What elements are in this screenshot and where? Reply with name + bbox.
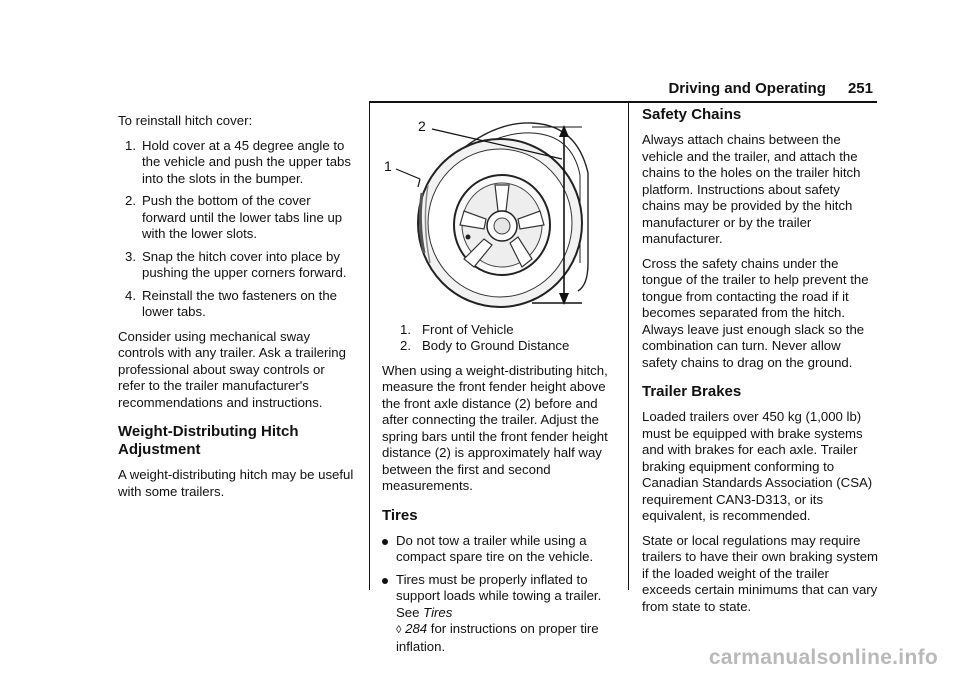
- step-text: Snap the hitch cover into place by pushing the upper corners forward.: [142, 248, 347, 280]
- trailer-brakes-heading: Trailer Brakes: [642, 383, 742, 400]
- step-item: [118, 288, 354, 321]
- column-middle: [382, 113, 618, 663]
- watermark: carmanualsonline.info: [708, 646, 938, 669]
- step-number: 4.: [125, 287, 136, 303]
- section-title: Driving and Operating: [668, 80, 826, 97]
- page-reference-icon: ◊: [396, 624, 402, 636]
- caption-text: Body to Ground Distance: [422, 338, 570, 353]
- bullet-text: Do not tow a trailer while using a compact spare tire on the vehicle.: [396, 532, 594, 564]
- page-reference-number[interactable]: 284: [405, 621, 428, 636]
- trailer-brakes-paragraph-2: State or local regulations may require trailers to have their own braking system if the loaded weight of the trailer exceeds certain minimums that can vary from state to state.: [642, 532, 879, 614]
- safety-chains-heading: Safety Chains: [642, 106, 742, 123]
- callout-1-label: 1: [384, 158, 392, 174]
- tires-reference-link[interactable]: Tires: [423, 604, 453, 620]
- step-item: [118, 193, 354, 243]
- safety-chains-paragraph-1: Always attach chains between the vehicle and the trailer, and attach the chains to the holes on the trailer hitch platform. Instructions about safety chains may be provided by the hitch manufacturer or by the trailer manufacturer.: [642, 132, 861, 246]
- caption-number: 1.: [400, 321, 411, 337]
- step-text: Push the bottom of the cover forward until the lower tabs line up with the lower slots.: [142, 193, 343, 241]
- bullet-item: [382, 572, 618, 656]
- caption-number: 2.: [400, 338, 411, 353]
- step-text: Reinstall the two fasteners on the lower tabs.: [142, 287, 337, 319]
- tire-fender-diagram: [382, 113, 618, 309]
- page-header: [668, 80, 873, 97]
- reinstall-intro: To reinstall hitch cover:: [118, 113, 253, 128]
- tires-heading: Tires: [382, 506, 418, 524]
- column-right: [642, 106, 878, 623]
- column-divider-left: [369, 103, 370, 590]
- step-item: [118, 138, 354, 188]
- step-item: [118, 249, 354, 282]
- column-divider-right: [628, 103, 629, 590]
- callout-2-label: 2: [418, 118, 426, 134]
- safety-chains-paragraph-2: Cross the safety chains under the tongue of the trailer to help prevent the tongue from contacting the road if it becomes separated from the hitch. Always leave just enough slack so the combination can turn. Never allow safety chains to drag on the ground.: [642, 255, 869, 370]
- caption-text: Front of Vehicle: [422, 321, 514, 337]
- figure-captions: [400, 322, 618, 355]
- step-text: Hold cover at a 45 degree angle to the vehicle and push the upper tabs into the slots in the bumper.: [142, 137, 351, 186]
- bullet-text-post: for instructions on proper tire inflation.: [396, 621, 599, 654]
- trailer-brakes-paragraph-1: Loaded trailers over 450 kg (1,000 lb) must be equipped with brake systems and with brakes for each axle. Trailer braking equipment conforming to Canadian Standards Association (CSA) requirement CAN3-D313, or its equivalent, is recommended.: [642, 409, 873, 523]
- weight-distributing-intro: A weight-distributing hitch may be useful with some trailers.: [118, 467, 354, 499]
- header-rule: [369, 101, 877, 103]
- reinstall-steps: [118, 138, 354, 321]
- weight-distributing-heading: Weight-Distributing Hitch Adjustment: [118, 423, 299, 458]
- column-left: [118, 113, 354, 508]
- step-number: 3.: [125, 248, 136, 264]
- caption-item: [400, 322, 618, 339]
- bullet-text: [396, 572, 618, 656]
- page-number: 251: [847, 80, 873, 97]
- step-number: 2.: [125, 193, 136, 208]
- tires-bullets: [382, 533, 618, 656]
- sway-control-text: Consider using mechanical sway controls with any trailer. Ask a trailering professional about sway controls or refer to the trailer manufacturer's recommendations and instructions.: [118, 328, 346, 410]
- bullet-icon: [382, 533, 396, 566]
- weight-distributing-instructions: When using a weight-distributing hitch, measure the front fender height above the front axle distance (2) before and after connecting the trailer. Adjust the spring bars until the front fender height distance (2) is approximately half way between the first and second measurements.: [382, 362, 608, 493]
- step-number: 1.: [125, 137, 136, 153]
- bullet-item: [382, 533, 618, 566]
- bullet-icon: [382, 572, 396, 656]
- caption-item: [400, 338, 618, 355]
- bullet-text-pre: Tires must be properly inflated to support loads while towing a trailer. See: [396, 571, 602, 620]
